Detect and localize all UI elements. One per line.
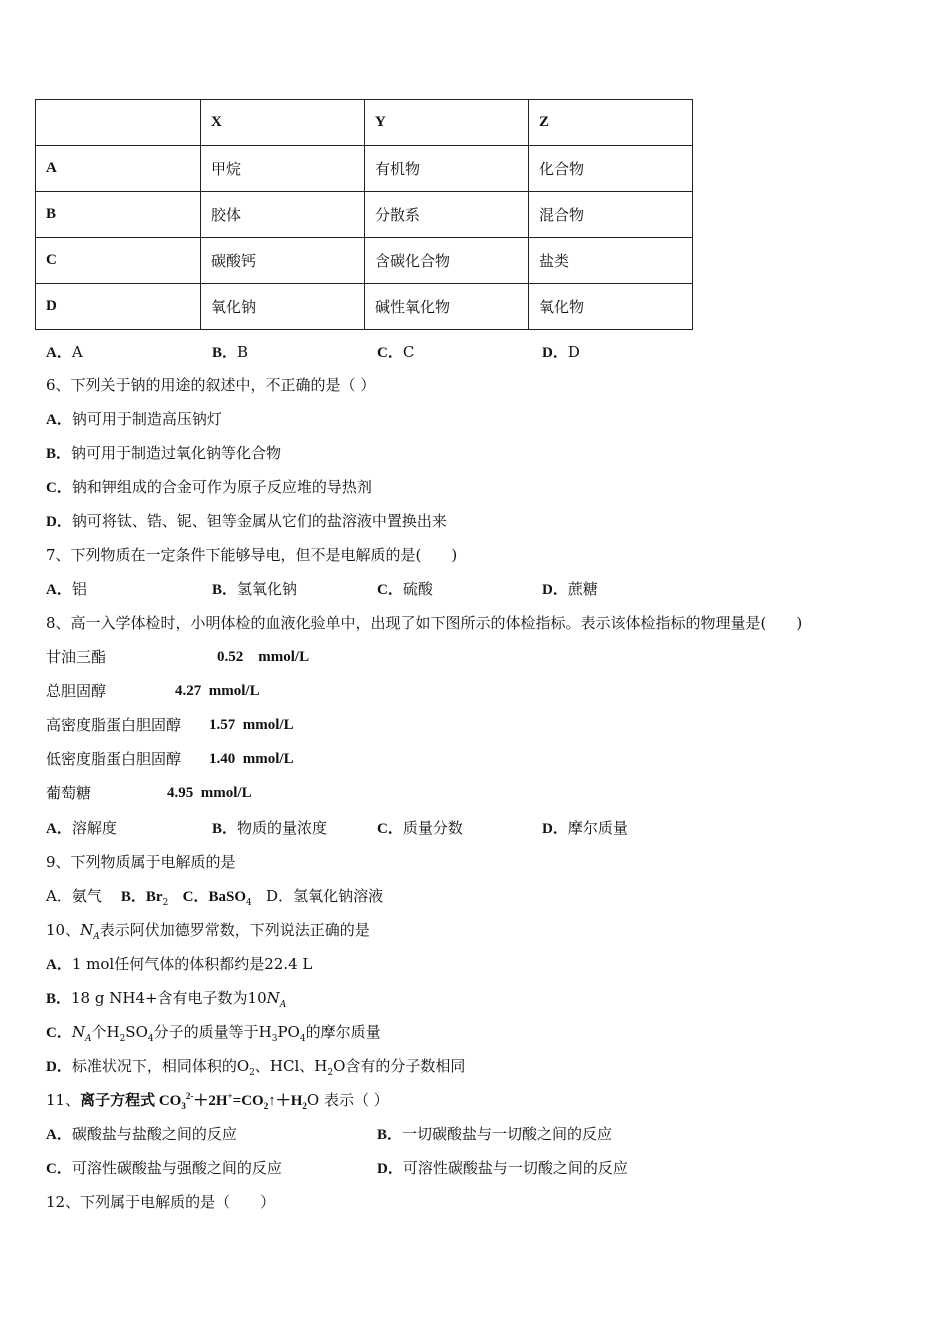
q8-item-value: 1.57 mmol/L xyxy=(209,717,294,733)
q7-option-a: A．铝 xyxy=(46,580,87,598)
table-cell: 化合物 xyxy=(529,146,693,192)
table-cell: 含碳化合物 xyxy=(365,238,529,284)
table-cell: 分散系 xyxy=(365,192,529,238)
q7-stem: 7、下列物质在一定条件下能够导电，但不是电解质的是( ) xyxy=(46,546,458,564)
q8-item-value: 4.27 mmol/L xyxy=(175,683,260,699)
q8-item-name: 总胆固醇 xyxy=(46,682,107,700)
table-cell xyxy=(36,100,201,146)
table-row xyxy=(36,192,693,238)
q8-option-a: A．溶解度 xyxy=(46,819,117,837)
q11-stem: 11、离子方程式 $CO_3^{2-}+2H^+=CO_2↑+H_2O$ 表示（ ） xyxy=(46,1091,389,1111)
table-cell: B xyxy=(36,192,201,238)
table-cell: 氧化钠 xyxy=(201,284,365,330)
q11-option-d: D．可溶性碳酸盐与一切酸之间的反应 xyxy=(377,1159,628,1177)
table-row xyxy=(36,238,693,284)
classification-table xyxy=(35,99,693,330)
q8-option-b: B．物质的量浓度 xyxy=(212,819,328,837)
q10-option-a: A．1 mol任何气体的体积都约是22.4 L xyxy=(46,955,313,973)
q7-option-c: C．硫酸 xyxy=(377,580,433,598)
q9-options xyxy=(46,886,383,907)
table-row xyxy=(36,284,693,330)
q8-item-value: 1.40 mmol/L xyxy=(209,751,294,767)
q6-option-a: A．钠可用于制造高压钠灯 xyxy=(46,410,222,428)
table-cell: 胶体 xyxy=(201,192,365,238)
q8-item-name: 低密度脂蛋白胆固醇 xyxy=(46,750,182,768)
table-cell: 碱性氧化物 xyxy=(365,284,529,330)
q7-option-b: B．氢氧化钠 xyxy=(212,580,298,598)
q8-option-c: C．质量分数 xyxy=(377,819,463,837)
q10-stem: 10、$N_A$表示阿伏加德罗常数，下列说法正确的是 xyxy=(46,921,370,942)
table-cell: 有机物 xyxy=(365,146,529,192)
table-cell: C xyxy=(36,238,201,284)
q8-item-name: 高密度脂蛋白胆固醇 xyxy=(46,716,182,734)
table-cell: 盐类 xyxy=(529,238,693,284)
table-row xyxy=(36,146,693,192)
table-cell: D xyxy=(36,284,201,330)
q9-option-a: A．氨气 xyxy=(46,887,102,905)
q9-option-b: B．$Br_2$ xyxy=(120,889,169,908)
table-cell: A xyxy=(36,146,201,192)
table-cell: X xyxy=(201,100,365,146)
table-header-row xyxy=(36,100,693,146)
q11-option-b: B．一切碳酸盐与一切酸之间的反应 xyxy=(377,1125,613,1143)
q8-option-d: D．摩尔质量 xyxy=(542,819,628,837)
q8-item-value: 4.95 mmol/L xyxy=(167,785,252,801)
table-cell: 碳酸钙 xyxy=(201,238,365,284)
q10-option-b: B．18 g NH4+含有电子数为$10N_A$ xyxy=(46,989,287,1010)
q11-option-a: A．碳酸盐与盐酸之间的反应 xyxy=(46,1125,237,1143)
q8-stem: 8、高一入学体检时，小明体检的血液化验单中，出现了如下图所示的体检指标。表示该体检指标的物理量是( ) xyxy=(46,614,803,632)
q6-stem: 6、下列关于钠的用途的叙述中，不正确的是（ ） xyxy=(46,376,376,394)
q8-item-name: 葡萄糖 xyxy=(46,784,92,802)
q10-option-c: C．$N_A$个$H_2SO_4$分子的质量等于$H_3PO_4$的摩尔质量 xyxy=(46,1023,381,1044)
q5-option-d: D．D xyxy=(542,343,580,361)
q6-option-b: B．钠可用于制造过氧化钠等化合物 xyxy=(46,444,282,462)
q9-stem: 9、下列物质属于电解质的是 xyxy=(46,853,236,871)
table-cell: Z xyxy=(529,100,693,146)
q5-option-b: B．B xyxy=(212,343,249,361)
q8-item-value: 0.52 mmol/L xyxy=(217,649,310,665)
table-cell: Y xyxy=(365,100,529,146)
q8-item-name: 甘油三酯 xyxy=(46,648,107,666)
table-cell: 氧化物 xyxy=(529,284,693,330)
q12-stem: 12、下列属于电解质的是（ ） xyxy=(46,1193,276,1211)
q9-option-c: C．BaSO$_4$ xyxy=(182,889,252,908)
table-cell: 混合物 xyxy=(529,192,693,238)
q9-option-d: D．氢氧化钠溶液 xyxy=(266,887,384,905)
q5-option-a: A．A xyxy=(46,343,83,361)
table-cell: 甲烷 xyxy=(201,146,365,192)
q10-option-d: D．标准状况下，相同体积的$O_2$、HCl、$H_2O$含有的分子数相同 xyxy=(46,1057,466,1078)
q6-option-c: C．钠和钾组成的合金可作为原子反应堆的导热剂 xyxy=(46,478,372,496)
q6-option-d: D．钠可将钛、锆、铌、钽等金属从它们的盐溶液中置换出来 xyxy=(46,512,447,530)
q11-option-c: C．可溶性碳酸盐与强酸之间的反应 xyxy=(46,1159,282,1177)
q5-option-c: C．C xyxy=(377,343,415,361)
q7-option-d: D．蔗糖 xyxy=(542,580,598,598)
